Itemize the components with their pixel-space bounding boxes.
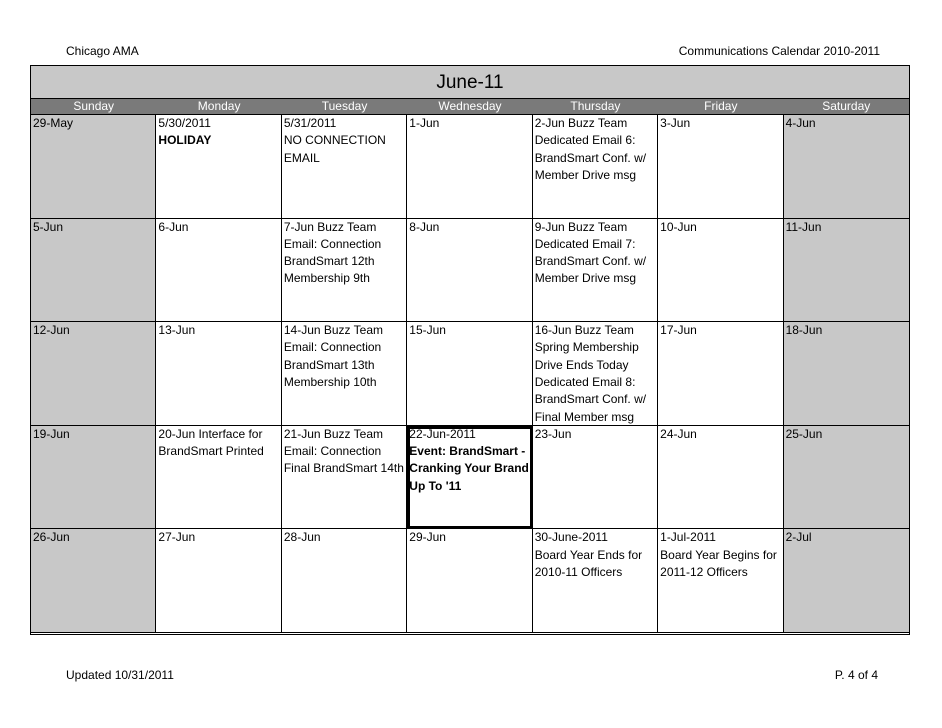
day-line: Membership 10th [283,375,377,390]
day-line: BrandSmart 13th [283,357,375,372]
event-line: Event: BrandSmart - [409,444,526,459]
day-cell [31,529,156,633]
day-line: 27-Jun [158,530,196,545]
days-of-week-bar [31,99,909,115]
day-line: 14-Jun Buzz Team [283,323,384,338]
day-line: 15-Jun [409,323,446,338]
day-cell [31,219,156,323]
event-line: Cranking Your Brand [409,461,529,476]
dow-sunday: Sunday [73,99,115,113]
day-cell [31,322,156,426]
day-line: Member Drive msg [534,167,637,182]
day-cell [658,426,783,530]
day-line: 6-Jun [158,219,189,234]
day-cell [407,529,532,633]
day-line: EMAIL [283,150,320,165]
day-cell [658,115,783,219]
day-line: 18-Jun [785,323,823,338]
day-line: 5-Jun [33,219,64,234]
day-line: 13-Jun [158,323,196,338]
day-line: 29-Jun [409,530,446,545]
day-line: Drive Ends Today [534,357,629,372]
day-line: 5/30/2011 [158,116,211,130]
day-cell [31,115,156,219]
day-line: 3-Jun [660,116,691,130]
day-line: 19-Jun [33,426,70,441]
page-number: P. 4 of 4 [834,668,878,682]
day-cell [533,115,658,219]
event-day-cell [407,426,532,530]
day-line: Member Drive msg [534,271,637,286]
dow-tuesday: Tuesday [321,99,368,113]
dow-friday: Friday [704,99,738,113]
day-cell [533,426,658,530]
day-line: 2-Jul [785,530,812,545]
day-line: 26-Jun [33,530,70,545]
day-cell [407,115,532,219]
dow-monday: Monday [197,99,241,113]
day-line: Dedicated Email 6: [534,133,636,148]
day-line: Final Member msg [534,409,635,424]
day-line: 2011-12 Officers [660,564,748,579]
day-line: 25-Jun [785,426,823,441]
day-line: 1-Jul-2011 [660,530,716,545]
day-cell [282,219,407,323]
day-line: Board Year Begins for [660,547,777,562]
day-line: BrandSmart Printed [158,444,264,459]
day-line: Board Year Ends for [534,547,643,562]
day-cell [156,529,281,633]
day-line: 10-Jun [660,219,697,234]
day-line: Membership 9th [283,271,370,286]
holiday-label: HOLIDAY [158,133,212,148]
day-cell [282,115,407,219]
dow-wednesday: Wednesday [438,99,502,113]
day-cell [156,426,281,530]
day-line: 24-Jun [660,426,697,441]
day-line: Email: Connection [283,444,382,459]
calendar-grid [31,115,909,633]
day-cell [156,322,281,426]
day-cell [282,529,407,633]
day-line: 4-Jun [785,116,816,130]
document-title: Communications Calendar 2010-2011 [678,44,880,58]
day-line: 21-Jun Buzz Team [283,426,384,441]
dow-saturday: Saturday [822,99,871,113]
month-title: June-11 [31,66,909,99]
day-cell [533,529,658,633]
day-line: 11-Jun [785,219,822,234]
day-line: 23-Jun [534,426,572,441]
day-line: 5/31/2011 [283,116,337,130]
day-cell [533,219,658,323]
day-line: 22-Jun-2011 [409,426,476,441]
day-line: 8-Jun [409,219,440,234]
day-line: NO CONNECTION [283,133,386,148]
day-line: 1-Jun [409,116,440,130]
calendar [30,65,910,635]
day-line: 17-Jun [660,323,697,338]
dow-thursday: Thursday [570,99,621,113]
day-line: 28-Jun [283,530,321,545]
day-line: 29-May [33,116,74,130]
day-cell [31,426,156,530]
day-line: 20-Jun Interface for [158,426,263,441]
day-cell [282,426,407,530]
day-cell [407,322,532,426]
day-line: 16-Jun Buzz Team [534,323,634,338]
day-cell [784,426,909,530]
day-line: Dedicated Email 7: [534,236,636,251]
day-cell [784,115,909,219]
day-line: BrandSmart Conf. w/ [534,392,647,407]
day-cell [784,219,909,323]
day-cell [658,219,783,323]
day-cell [784,322,909,426]
day-cell [784,529,909,633]
updated-date: Updated 10/31/2011 [66,668,174,682]
day-cell [658,322,783,426]
day-line: 2010-11 Officers [534,564,623,579]
day-line: Dedicated Email 8: [534,375,636,390]
day-line: Final BrandSmart 14th [283,461,404,476]
org-name: Chicago AMA [66,44,139,58]
day-line: BrandSmart 12th [283,254,375,269]
day-cell [533,322,658,426]
day-line: Spring Membership [534,340,639,355]
day-line: 7-Jun Buzz Team [283,219,377,234]
day-cell [156,115,281,219]
day-line: Email: Connection [283,236,382,251]
day-cell [156,219,281,323]
day-cell [658,529,783,633]
day-line: BrandSmart Conf. w/ [534,254,647,269]
day-cell [407,219,532,323]
day-line: 12-Jun [33,323,70,338]
day-line: 30-June-2011 [534,530,608,545]
day-line: BrandSmart Conf. w/ [534,150,647,165]
day-line: 9-Jun Buzz Team [534,219,628,234]
day-line: Email: Connection [283,340,382,355]
day-cell [282,322,407,426]
day-line: 2-Jun Buzz Team [534,116,628,130]
event-line: Up To '11 [409,478,462,493]
